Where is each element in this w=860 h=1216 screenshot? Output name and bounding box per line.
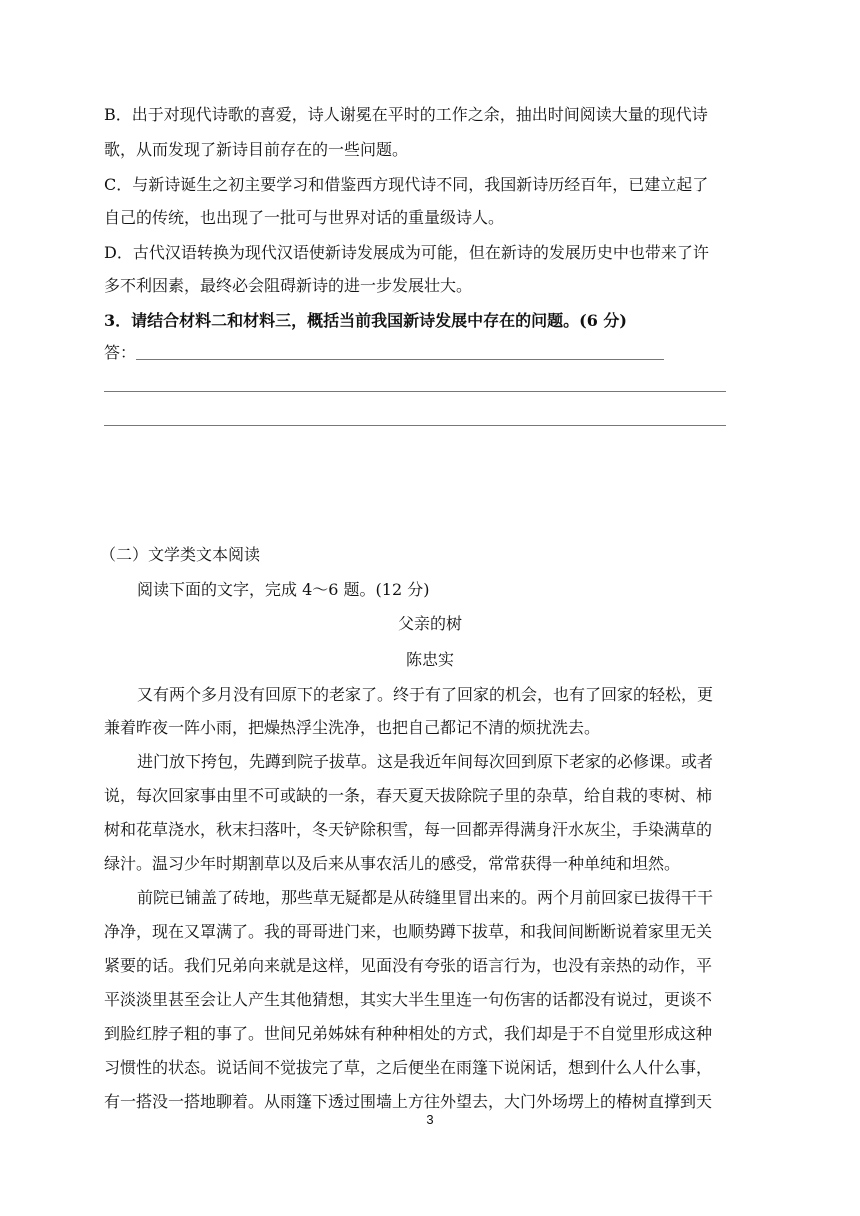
answer-label: 答： — [104, 343, 137, 362]
option-c-line-2: 自己的传统，也出现了一批可与世界对话的重量级诗人。 — [104, 208, 505, 227]
paragraph-2-line-2: 说，每次回家事由里不可或缺的一条，春天夏天拔除院子里的杂草，给自栽的枣树、柿 — [104, 786, 713, 805]
option-c-line-1: C．与新诗诞生之初主要学习和借鉴西方现代诗不同，我国新诗历经百年，已建立起了 — [104, 175, 709, 194]
section-heading: （二）文学类文本阅读 — [100, 545, 261, 564]
paragraph-3-line-1: 前院已铺盖了砖地，那些草无疑都是从砖缝里冒出来的。两个月前回家已拔得干干 — [137, 888, 714, 907]
question-3: 3．请结合材料二和材料三，概括当前我国新诗发展中存在的问题。(6 分) — [104, 311, 627, 330]
paragraph-2-line-4: 绿汁。温习少年时期割草以及后来从事农活儿的感受，常常获得一种单纯和坦然。 — [104, 854, 681, 873]
answer-line-2 — [104, 391, 726, 392]
paragraph-2-line-3: 树和花草浇水，秋末扫落叶，冬天铲除积雪，每一回都弄得满身汗水灰尘，手染满草的 — [104, 820, 713, 839]
paragraph-2-line-1: 进门放下挎包，先蹲到院子拔草。这是我近年间每次回到原下老家的必修课。或者 — [137, 752, 714, 771]
paragraph-3-line-4: 平淡淡里甚至会让人产生其他猜想，其实大半生里连一句伤害的话都没有说过，更谈不 — [104, 990, 713, 1009]
reading-instruction: 阅读下面的文字，完成 4～6 题。(12 分) — [137, 580, 430, 599]
paragraph-3-line-3: 紧要的话。我们兄弟向来就是这样，见面没有夸张的语言行为，也没有亲热的动作，平 — [104, 956, 713, 975]
passage-author: 陈忠实 — [405, 650, 454, 669]
paragraph-1-line-2: 兼着昨夜一阵小雨，把燥热浮尘洗净，也把自己都记不清的烦扰洗去。 — [104, 718, 601, 737]
paragraph-3-line-5: 到脸红脖子粗的事了。世间兄弟姊妹有种种相处的方式，我们却是于不自觉里形成这种 — [104, 1024, 713, 1043]
paragraph-3-line-2: 净净，现在又罩满了。我的哥哥进门来，也顺势蹲下拔草，和我间间断断说着家里无关 — [104, 922, 713, 941]
answer-line-3 — [104, 425, 726, 426]
option-b-line-2: 歌，从而发现了新诗目前存在的一些问题。 — [104, 140, 409, 159]
page-number: 3 — [426, 1112, 434, 1127]
option-d-line-1: D．古代汉语转换为现代汉语使新诗发展成为可能，但在新诗的发展历史中也带来了许 — [104, 243, 709, 262]
paragraph-3-line-6: 习惯性的状态。说话间不觉拔完了草，之后便坐在雨篷下说闲话，想到什么人什么事， — [104, 1058, 713, 1077]
paragraph-1-line-1: 又有两个多月没有回原下的老家了。终于有了回家的机会，也有了回家的轻松，更 — [137, 685, 714, 704]
passage-title: 父亲的树 — [397, 614, 462, 633]
answer-line-1 — [136, 359, 664, 360]
option-d-line-2: 多不利因素，最终必会阻碍新诗的进一步发展壮大。 — [104, 276, 473, 295]
paragraph-3-line-7: 有一搭没一搭地聊着。从雨篷下透过围墙上方往外望去，大门外场塄上的椿树直撑到天 — [104, 1092, 713, 1111]
option-b-line-1: B．出于对现代诗歌的喜爱，诗人谢冕在平时的工作之余，抽出时间阅读大量的现代诗 — [104, 105, 708, 124]
